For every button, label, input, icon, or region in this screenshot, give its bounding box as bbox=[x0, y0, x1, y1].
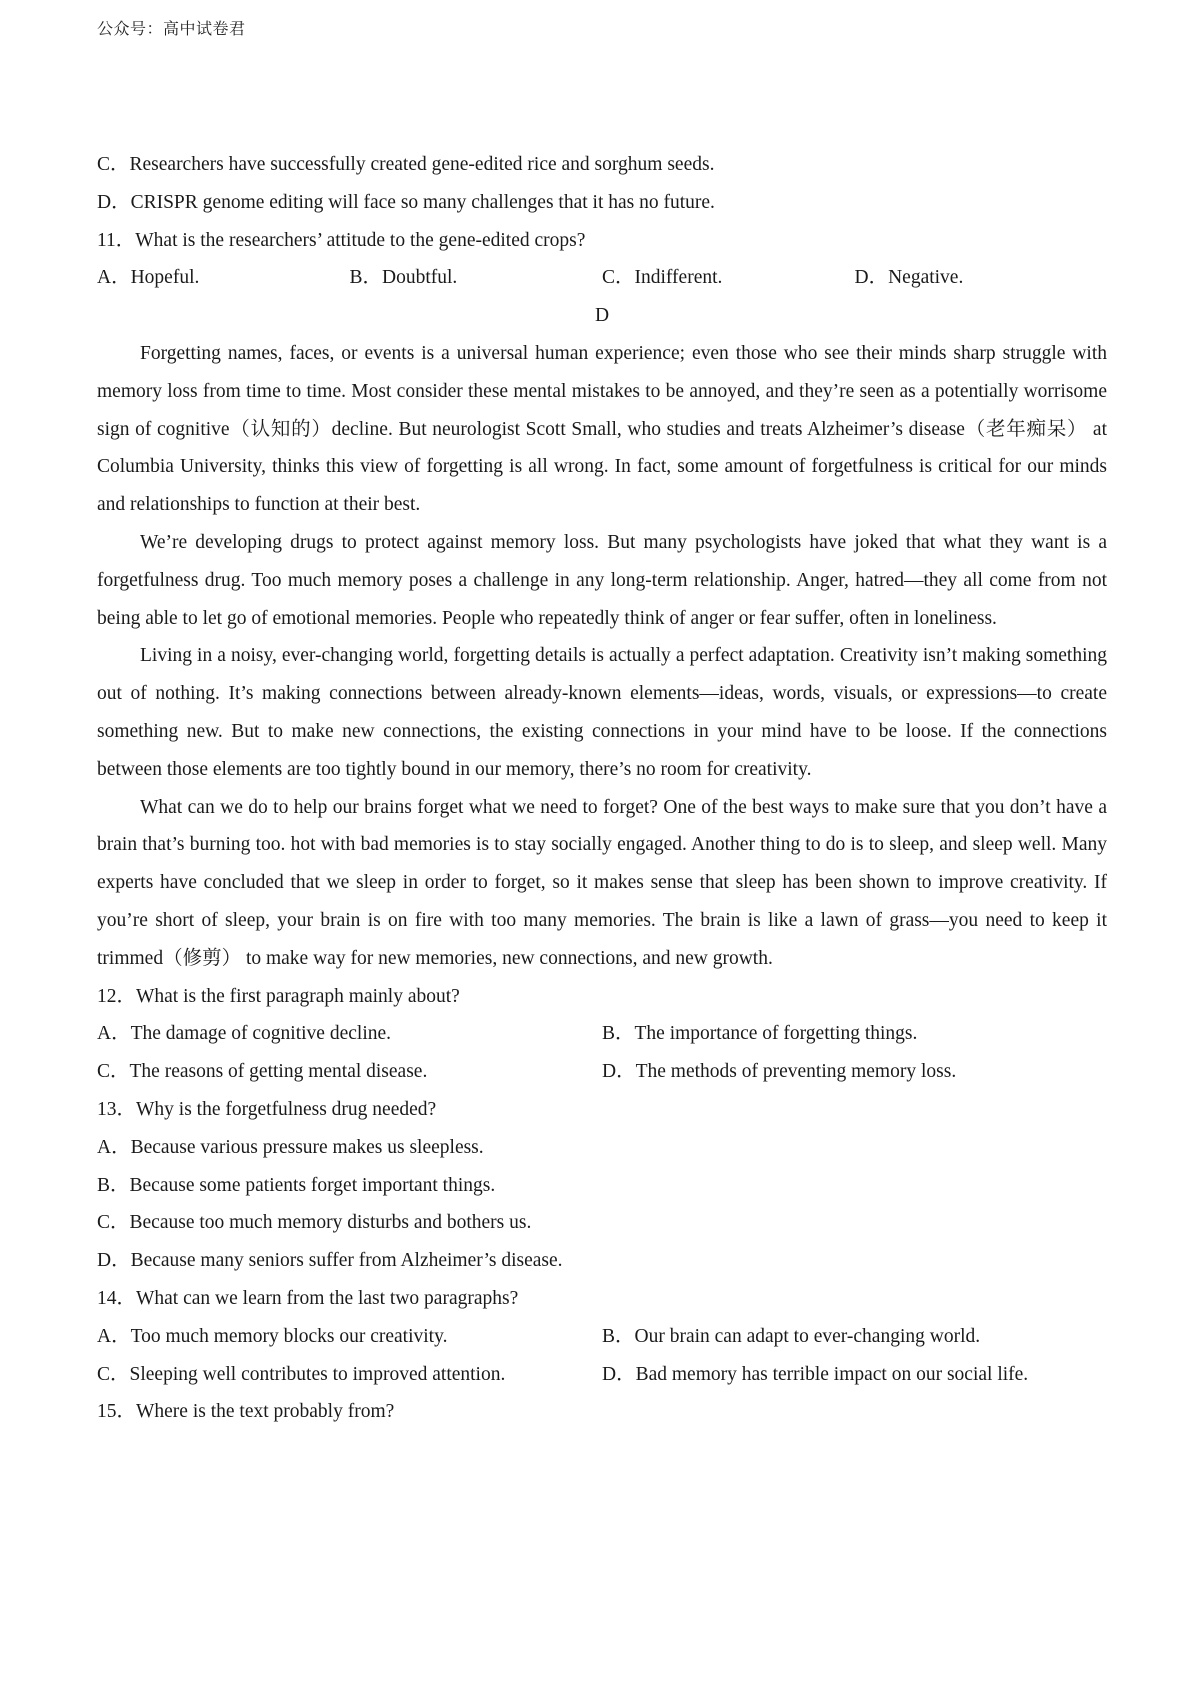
q10-option-c: C．Researchers have successfully created gene-edited rice and sorghum seeds. bbox=[97, 154, 715, 175]
q15-stem: 15．Where is the text probably from? bbox=[97, 1401, 395, 1423]
q14-option-a: A．Too much memory blocks our creativity. bbox=[97, 1325, 448, 1347]
q14-option-d: D．Bad memory has terrible impact on our social life. bbox=[602, 1363, 1029, 1385]
q10-option-d: D．CRISPR genome editing will face so many challenges that it has no future. bbox=[97, 191, 715, 213]
q11-option-a: A．Hopeful. bbox=[97, 267, 200, 289]
q12-option-d: D．The methods of preventing memory loss. bbox=[602, 1061, 957, 1083]
q12-options-row-2 bbox=[97, 1053, 1107, 1091]
q14-option-b: B．Our brain can adapt to ever-changing world. bbox=[602, 1325, 981, 1347]
q12-option-b: B．The importance of forgetting things. bbox=[602, 1023, 918, 1045]
q13-option-b: B．Because some patients forget important things. bbox=[97, 1174, 496, 1196]
passage-paragraph-3: Living in a noisy, ever-changing world, forgetting details is actually a perfect adaptation. Creativity isn’t making something out of nothing. It’s making connections between already-known elements—ideas, words, visuals, or expressions—to create something new. But to make new connections, the existing connections in your mind have to be loose. If the connections between those elements are too tightly bound in our memory, there’s no room for creativity. bbox=[97, 645, 1107, 780]
q14-options-row-1 bbox=[97, 1318, 1107, 1356]
q12-option-c: C．The reasons of getting mental disease. bbox=[97, 1061, 428, 1083]
page-header-watermark: 公众号：高中试卷君 bbox=[97, 19, 246, 38]
section-heading: D bbox=[594, 305, 610, 327]
q14-stem: 14．What can we learn from the last two paragraphs? bbox=[97, 1287, 519, 1309]
passage-paragraph-1: Forgetting names, faces, or events is a universal human experience; even those who see their minds sharp struggle with memory loss from time to time. Most consider these mental mistakes to be annoyed, and they’re seen as a potentially worrisome sign of cognitive（认知的）decline. But neurologist Scott Small, who studies and treats Alzheimer’s disease（老年痴呆） at Columbia University, thinks this view of forgetting is all wrong. In fact, some amount of forgetfulness is critical for our minds and relationships to function at their best. bbox=[97, 342, 1107, 516]
q14-option-c: C．Sleeping well contributes to improved attention. bbox=[97, 1363, 506, 1385]
q11-option-b: B．Doubtful. bbox=[349, 267, 458, 289]
q11-option-c: C．Indifferent. bbox=[602, 267, 723, 289]
q13-option-a: A．Because various pressure makes us sleepless. bbox=[97, 1136, 484, 1158]
q11-stem: 11．What is the researchers’ attitude to the gene-edited crops? bbox=[97, 229, 586, 251]
q13-stem: 13．Why is the forgetfulness drug needed? bbox=[97, 1098, 437, 1120]
passage-paragraph-2: We’re developing drugs to protect against memory loss. But many psychologists have joked that what they want is a forgetfulness drug. Too much memory poses a challenge in any long-term relationship. Anger, hatred—they all come from not being able to let go of emotional memories. People who repeatedly think of anger or fear suffer, often in loneliness. bbox=[97, 531, 1107, 629]
q12-option-a: A．The damage of cognitive decline. bbox=[97, 1023, 392, 1045]
q13-option-d: D．Because many seniors suffer from Alzheimer’s disease. bbox=[97, 1250, 563, 1272]
q11-options bbox=[97, 259, 1107, 297]
q11-option-d: D．Negative. bbox=[854, 267, 964, 289]
q14-options-row-2 bbox=[97, 1356, 1107, 1394]
q12-options-row-1 bbox=[97, 1015, 1107, 1053]
exam-content bbox=[97, 146, 1107, 1431]
passage-paragraph-4: What can we do to help our brains forget what we need to forget? One of the best ways to make sure that you don’t have a brain that’s burning too. hot with bad memories is to stay socially engaged. Another thing to do is to sleep, and sleep well. Many experts have concluded that we sleep in order to forget, so it makes sense that sleep has been shown to improve creativity. If you’re short of sleep, your brain is on fire with too many memories. The brain is like a lawn of grass—you need to keep it trimmed（修剪） to make way for new memories, new connections, and new growth. bbox=[97, 796, 1107, 969]
q13-option-c: C．Because too much memory disturbs and bothers us. bbox=[97, 1212, 532, 1234]
q12-stem: 12．What is the first paragraph mainly about? bbox=[97, 985, 460, 1007]
